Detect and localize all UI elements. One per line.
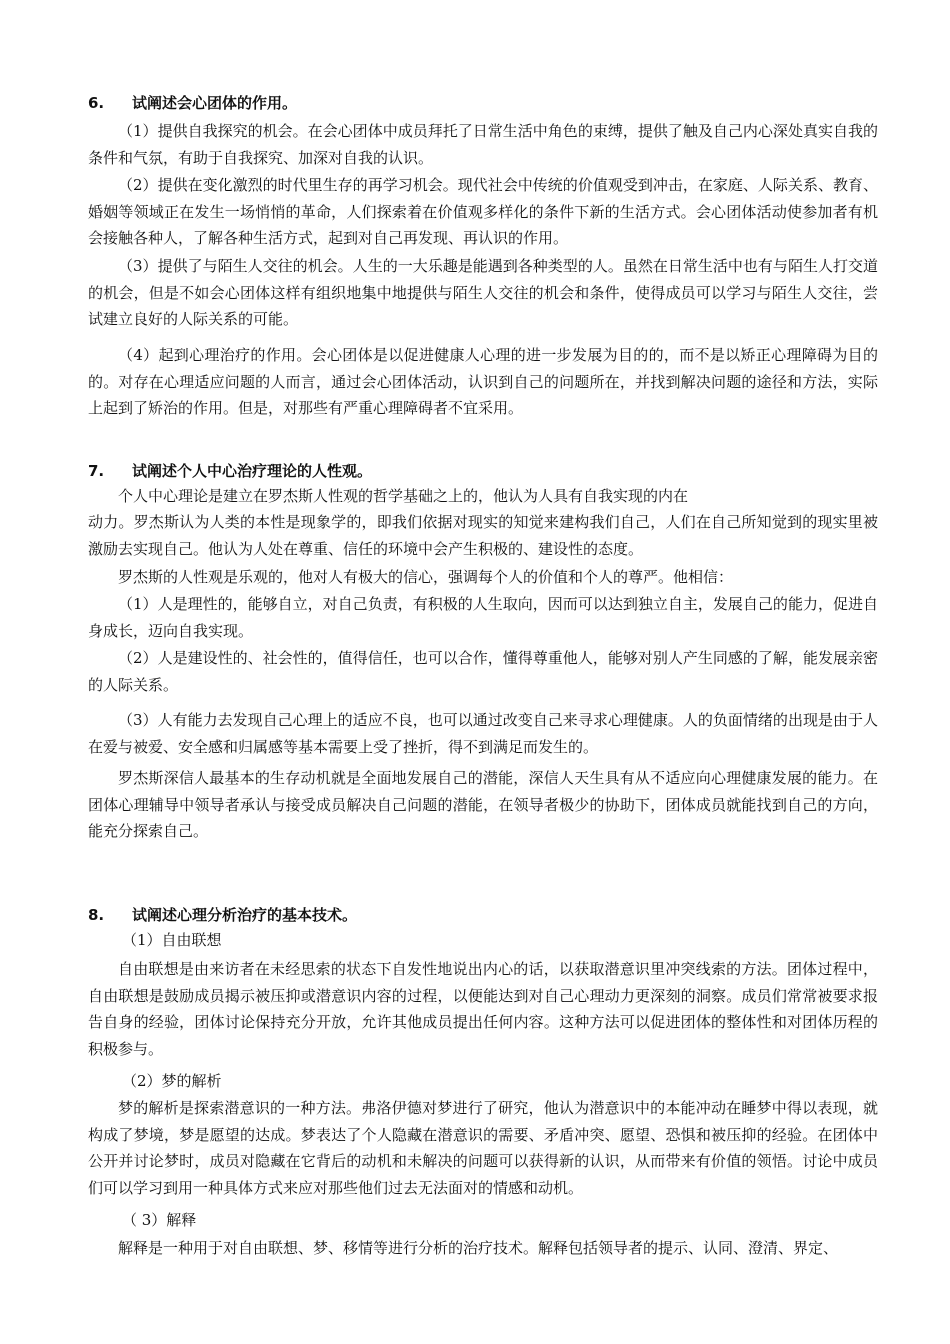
q6-paragraph-4: （4）起到心理治疗的作用。会心团体是以促进健康人心理的进一步发展为目的的，而不是以矫正心理障碍为目的的。对存在心理适应问题的人而言，通过会心团体活动，认识到自己的问题所在，并找到解决问题的途径和方法，实际上起到了矫治的作用。但是，对那些有严重心理障碍者不宜采用。 bbox=[88, 346, 878, 417]
q7-paragraph-5: （3）人有能力去发现自己心理上的适应不良，也可以通过改变自己来寻求心理健康。人的负面情绪的出现是由于人在爱与被爱、安全感和归属感等基本需要上受了挫折，得不到满足而发生的。 bbox=[88, 711, 878, 756]
q7-paragraph-1b: 动力。罗杰斯认为人类的本性是现象学的，即我们依据对现实的知觉来建构我们自己，人们在自己所知觉到的现实里被激励去实现自己。他认为人处在尊重、信任的环境中会产生积极的、建设性的态度。 bbox=[88, 513, 878, 558]
q8-subheading-2: （2）梦的解析 bbox=[122, 1072, 222, 1090]
q6-paragraph-2: （2）提供在变化激烈的时代里生存的再学习机会。现代社会中传统的价值观受到冲击，在家庭、人际关系、教育、婚姻等领域正在发生一场悄悄的革命，人们探索着在价值观多样化的条件下新的生活方式。会心团体活动使参加者有机会接触各种人，了解各种生活方式，起到对自己再发现、再认识的作用。 bbox=[88, 176, 878, 247]
q8-paragraph-1: 自由联想是由来访者在未经思索的状态下自发性地说出内心的话，以获取潜意识里冲突线索的方法。团体过程中，自由联想是鼓励成员揭示被压抑或潜意识内容的过程，以便能达到对自己心理动力更深刻的洞察。成员们常常被要求报告自身的经验，团体讨论保持充分开放，允许其他成员提出任何内容。这种方法可以促进团体的整体性和对团体历程的积极参与。 bbox=[88, 960, 878, 1058]
question-number: 8. bbox=[88, 906, 105, 924]
q8-paragraph-2: 梦的解析是探索潜意识的一种方法。弗洛伊德对梦进行了研究，他认为潜意识中的本能冲动在睡梦中得以表现，就构成了梦境，梦是愿望的达成。梦表达了个人隐藏在潜意识的需要、矛盾冲突、愿望、恐惧和被压抑的经验。在团体中公开并讨论梦时，成员对隐藏在它背后的动机和未解决的问题可以获得新的认识，从而带来有价值的领悟。讨论中成员们可以学习到用一种具体方式来应对那些他们过去无法面对的情感和动机。 bbox=[88, 1099, 878, 1197]
question-6-heading bbox=[88, 92, 297, 113]
question-7-heading bbox=[88, 460, 372, 481]
q8-subheading-3: （ 3）解释 bbox=[122, 1211, 197, 1229]
q7-paragraph-4: （2）人是建设性的、社会性的，值得信任，也可以合作，懂得尊重他人，能够对别人产生同感的了解，能发展亲密的人际关系。 bbox=[88, 649, 878, 694]
q7-paragraph-2: 罗杰斯的人性观是乐观的，他对人有极大的信心，强调每个人的价值和个人的尊严。他相信： bbox=[118, 568, 734, 586]
q7-paragraph-6: 罗杰斯深信人最基本的生存动机就是全面地发展自己的潜能，深信人天生具有从不适应向心理健康发展的能力。在团体心理辅导中领导者承认与接受成员解决自己问题的潜能，在领导者极少的协助下，团体成员就能找到自己的方向，能充分探索自己。 bbox=[88, 769, 878, 840]
q8-paragraph-3: 解释是一种用于对自由联想、梦、移情等进行分析的治疗技术。解释包括领导者的提示、认同、澄清、界定、 bbox=[118, 1239, 839, 1257]
question-title: 试阐述个人中心治疗理论的人性观。 bbox=[132, 462, 373, 480]
q7-paragraph-1a: 个人中心理论是建立在罗杰斯人性观的哲学基础之上的，他认为人具有自我实现的内在 bbox=[118, 487, 689, 505]
question-8-heading bbox=[88, 904, 357, 925]
question-number: 6. bbox=[88, 94, 105, 112]
question-title: 试阐述会心团体的作用。 bbox=[132, 94, 298, 112]
q6-paragraph-1: （1）提供自我探究的机会。在会心团体中成员拜托了日常生活中角色的束缚，提供了触及自己内心深处真实自我的条件和气氛，有助于自我探究、加深对自我的认识。 bbox=[88, 122, 878, 167]
q6-paragraph-3: （3）提供了与陌生人交往的机会。人生的一大乐趣是能遇到各种类型的人。虽然在日常生活中也有与陌生人打交道的机会，但是不如会心团体这样有组织地集中地提供与陌生人交往的机会和条件，使得成员可以学习与陌生人交往，尝试建立良好的人际关系的可能。 bbox=[88, 257, 878, 328]
q7-paragraph-3: （1）人是理性的，能够自立，对自己负责，有积极的人生取向，因而可以达到独立自主，发展自己的能力，促进自身成长，迈向自我实现。 bbox=[88, 595, 878, 640]
question-title: 试阐述心理分析治疗的基本技术。 bbox=[132, 906, 358, 924]
q8-subheading-1: （1）自由联想 bbox=[122, 931, 222, 949]
question-number: 7. bbox=[88, 462, 105, 480]
